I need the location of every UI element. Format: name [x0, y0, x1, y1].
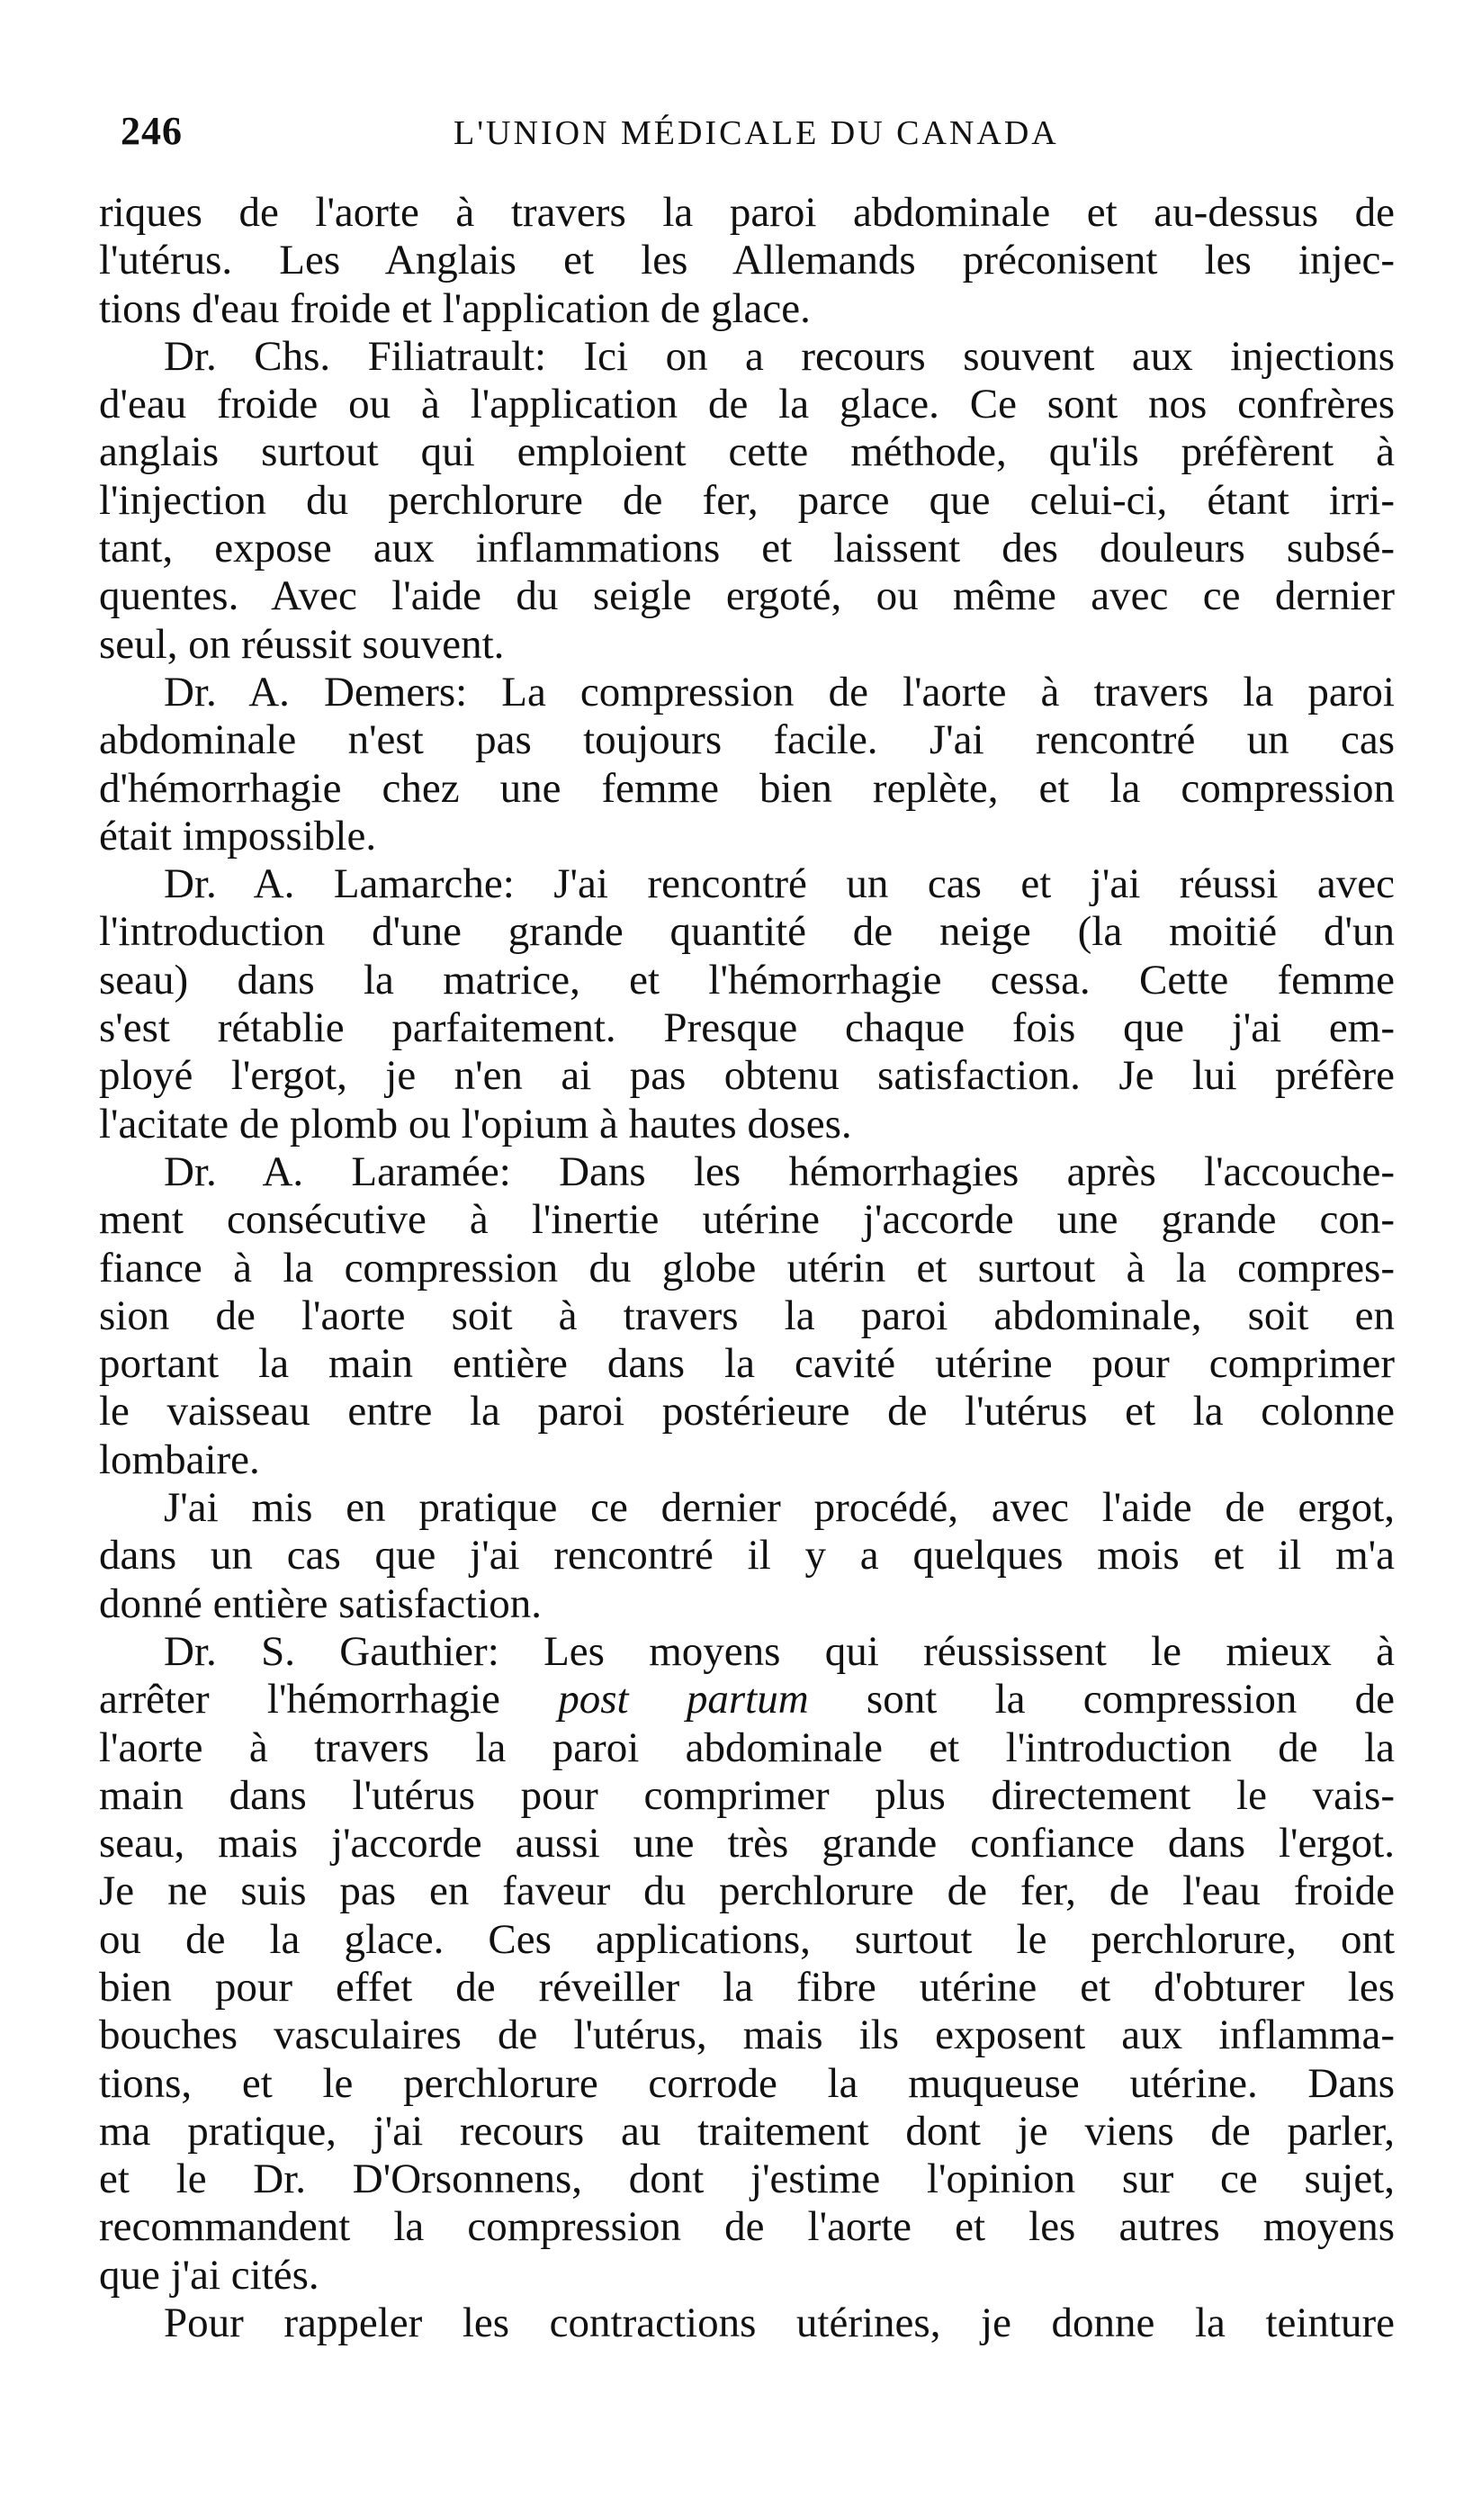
text-line: J'ai mis en pratique ce dernier procédé, avec l'aide de ergot, — [164, 1484, 1395, 1532]
text-line: que j'ai cités. — [99, 2251, 319, 2299]
text-line: abdominale n'est pas toujours facile. J'ai rencontré un cas — [99, 716, 1395, 764]
text-line: l'utérus. Les Anglais et les Allemands préconisent les injec- — [99, 237, 1395, 284]
running-title: L'UNION MÉDICALE DU CANADA — [454, 114, 1059, 152]
text-line: était impossible. — [99, 812, 377, 860]
text-line: tions d'eau froide et l'application de glace. — [99, 284, 811, 332]
text-line: seau, mais j'accorde aussi une très grande confiance dans l'ergot. — [99, 1820, 1395, 1868]
text-line: tant, expose aux inflammations et laissent des douleurs subsé- — [99, 525, 1395, 572]
text-line: bien pour effet de réveiller la fibre utérine et d'obturer les — [99, 1963, 1395, 2011]
text-line: arrêter l'hémorrhagie post partum sont la compression de — [99, 1676, 1395, 1724]
text-line: seul, on réussit souvent. — [99, 620, 505, 668]
text-line: l'acitate de plomb ou l'opium à hautes doses. — [99, 1100, 852, 1148]
italic-phrase: post partum — [558, 1676, 809, 1724]
text-line: ma pratique, j'ai recours au traitement dont je viens de parler, — [99, 2107, 1395, 2155]
text-line: anglais surtout qui emploient cette méthode, qu'ils préfèrent à — [99, 428, 1395, 476]
text-line: riques de l'aorte à travers la paroi abdominale et au-dessus de — [99, 189, 1395, 236]
text-line: lombaire. — [99, 1436, 260, 1483]
text-line: ou de la glace. Ces applications, surtout le perchlorure, ont — [99, 1915, 1395, 1963]
text-line: l'aorte à travers la paroi abdominale et l'introduction de la — [99, 1724, 1395, 1771]
text-line: et le Dr. D'Orsonnens, dont j'estime l'opinion sur ce sujet, — [99, 2156, 1395, 2203]
text-line: ployé l'ergot, je n'en ai pas obtenu satisfaction. Je lui préfère — [99, 1052, 1395, 1100]
text-line: tions, et le perchlorure corrode la muqueuse utérine. Dans — [99, 2059, 1395, 2107]
text-line: d'eau froide ou à l'application de la glace. Ce sont nos confrères — [99, 381, 1395, 428]
body-text — [99, 189, 1395, 2347]
text-line: Dr. A. Laramée: Dans les hémorrhagies après l'accouche- — [164, 1148, 1395, 1195]
text-line: portant la main entière dans la cavité utérine pour comprimer — [99, 1340, 1395, 1388]
text-line: main dans l'utérus pour comprimer plus directement le vais- — [99, 1771, 1395, 1819]
text-line: sion de l'aorte soit à travers la paroi abdominale, soit en — [99, 1292, 1395, 1339]
text-line: s'est rétablie parfaitement. Presque chaque fois que j'ai em- — [99, 1004, 1395, 1052]
page-number: 246 — [121, 109, 183, 153]
text-line: dans un cas que j'ai rencontré il y a quelques mois et il m'a — [99, 1532, 1395, 1580]
text-line: Dr. A. Demers: La compression de l'aorte à travers la paroi — [164, 668, 1395, 716]
text-line: Dr. S. Gauthier: Les moyens qui réussissent le mieux à — [164, 1627, 1395, 1675]
text-line: donné entière satisfaction. — [99, 1580, 543, 1627]
text-line: Dr. A. Lamarche: J'ai rencontré un cas et j'ai réussi avec — [164, 860, 1395, 908]
text-line: ment consécutive à l'inertie utérine j'accorde une grande con- — [99, 1196, 1395, 1244]
text-line: bouches vasculaires de l'utérus, mais ils exposent aux inflamma- — [99, 2012, 1395, 2059]
text-line: fiance à la compression du globe utérin et surtout à la compres- — [99, 1244, 1395, 1292]
text-line: quentes. Avec l'aide du seigle ergoté, ou même avec ce dernier — [99, 572, 1395, 620]
text-line: Je ne suis pas en faveur du perchlorure de fer, de l'eau froide — [99, 1868, 1395, 1915]
text-line: recommandent la compression de l'aorte et les autres moyens — [99, 2203, 1395, 2251]
text-line: Pour rappeler les contractions utérines, je donne la teinture — [164, 2300, 1395, 2347]
page-header — [121, 108, 1398, 162]
text-line: Dr. Chs. Filiatrault: Ici on a recours souvent aux injections — [164, 332, 1395, 380]
text-line: seau) dans la matrice, et l'hémorrhagie cessa. Cette femme — [99, 956, 1395, 1004]
text-line: d'hémorrhagie chez une femme bien replète, et la compression — [99, 764, 1395, 812]
text-line: l'injection du perchlorure de fer, parce que celui-ci, étant irri- — [99, 476, 1395, 524]
text-line: l'introduction d'une grande quantité de neige (la moitié d'un — [99, 908, 1395, 956]
text-line: le vaisseau entre la paroi postérieure de l'utérus et la colonne — [99, 1388, 1395, 1436]
